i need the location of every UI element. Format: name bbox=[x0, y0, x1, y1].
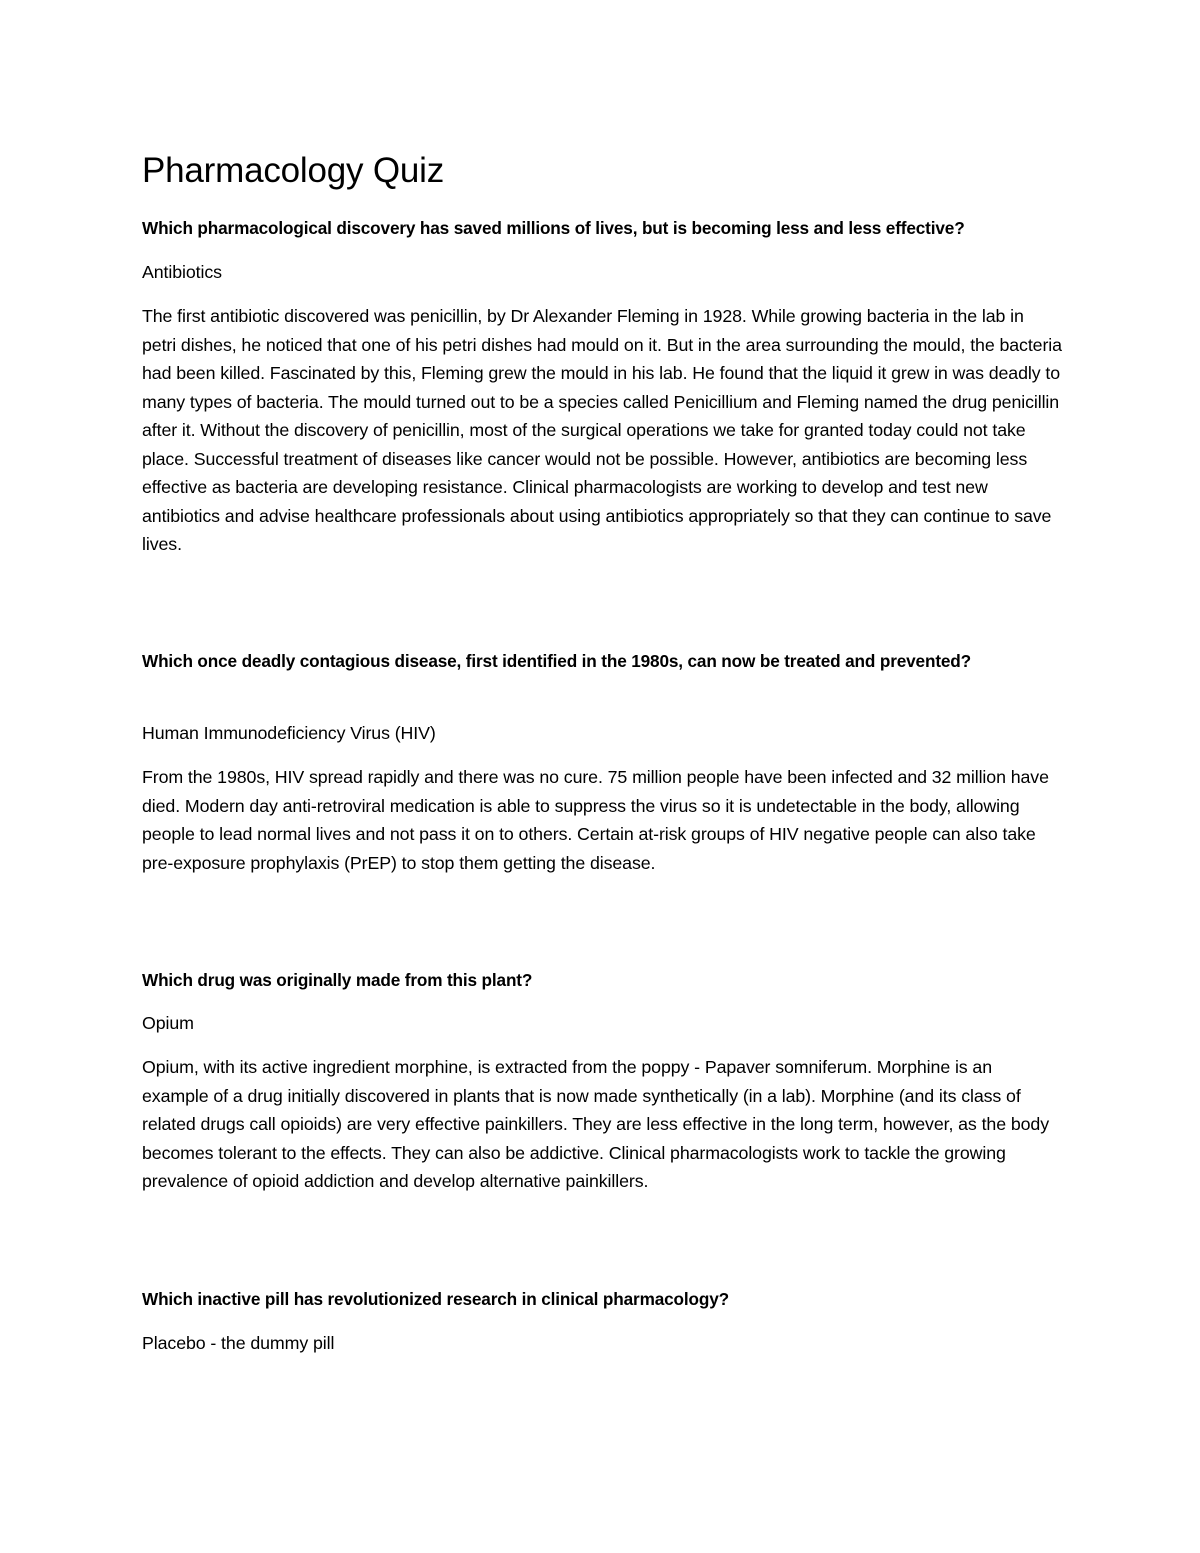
answer-text: Antibiotics bbox=[142, 262, 222, 282]
answer-text: Opium bbox=[142, 1013, 194, 1033]
quiz-section-hiv bbox=[142, 647, 1002, 676]
question-text: Which once deadly contagious disease, first identified in the 1980s, can now be treated and prevented? bbox=[142, 651, 971, 671]
quiz-explanation-block bbox=[142, 763, 1062, 877]
question-text: Which pharmacological discovery has saved millions of lives, but is becoming less and less effective? bbox=[142, 218, 965, 238]
quiz-section-antibiotics bbox=[142, 214, 1060, 243]
quiz-explanation-block bbox=[142, 302, 1062, 559]
answer-text: Human Immunodeficiency Virus (HIV) bbox=[142, 723, 436, 743]
page-title: Pharmacology Quiz bbox=[142, 151, 445, 190]
quiz-answer-block bbox=[142, 1009, 1060, 1038]
explanation-text: The first antibiotic discovered was penicillin, by Dr Alexander Fleming in 1928. While growing bacteria in the lab in petri dishes, he noticed that one of his petri dishes had mould on it. But in the area surrounding the mould, the bacteria had been killed. Fascinated by this, Fleming grew the mould in his lab. He found that the liquid it grew in was deadly to many types of bacteria. The mould turned out to be a species called Penicillium and Fleming named the drug penicillin after it. Without the discovery of penicillin, most of the surgical operations we take for granted today could not take place. Successful treatment of diseases like cancer would not be possible. However, antibiotics are becoming less effective as bacteria are developing resistance. Clinical pharmacologists are working to develop and test new antibiotics and advise healthcare professionals about using antibiotics appropriately so that they can continue to save lives. bbox=[142, 306, 1062, 554]
quiz-answer-block bbox=[142, 258, 1060, 287]
question-text: Which inactive pill has revolutionized research in clinical pharmacology? bbox=[142, 1289, 729, 1309]
quiz-answer-block bbox=[142, 719, 1060, 748]
answer-text: Placebo - the dummy pill bbox=[142, 1333, 335, 1353]
explanation-text: Opium, with its active ingredient morphine, is extracted from the poppy - Papaver somniferum. Morphine is an example of a drug initially discovered in plants that is now made synthetically (in a lab). Morphine (and its class of related drugs call opioids) are very effective painkillers. They are less effective in the long term, however, as the body becomes tolerant to the effects. They can also be addictive. Clinical pharmacologists work to tackle the growing prevalence of opioid addiction and develop alternative painkillers. bbox=[142, 1057, 1049, 1191]
question-text: Which drug was originally made from this plant? bbox=[142, 970, 533, 990]
quiz-answer-block bbox=[142, 1329, 1060, 1358]
quiz-section-placebo bbox=[142, 1285, 1060, 1314]
explanation-text: From the 1980s, HIV spread rapidly and there was no cure. 75 million people have been infected and 32 million have died. Modern day anti-retroviral medication is able to suppress the virus so it is undetectable in the body, allowing people to lead normal lives and not pass it on to others. Certain at-risk groups of HIV negative people can also take pre-exposure prophylaxis (PrEP) to stop them getting the disease. bbox=[142, 767, 1049, 873]
quiz-explanation-block bbox=[142, 1053, 1062, 1196]
quiz-section-opium bbox=[142, 966, 1060, 995]
